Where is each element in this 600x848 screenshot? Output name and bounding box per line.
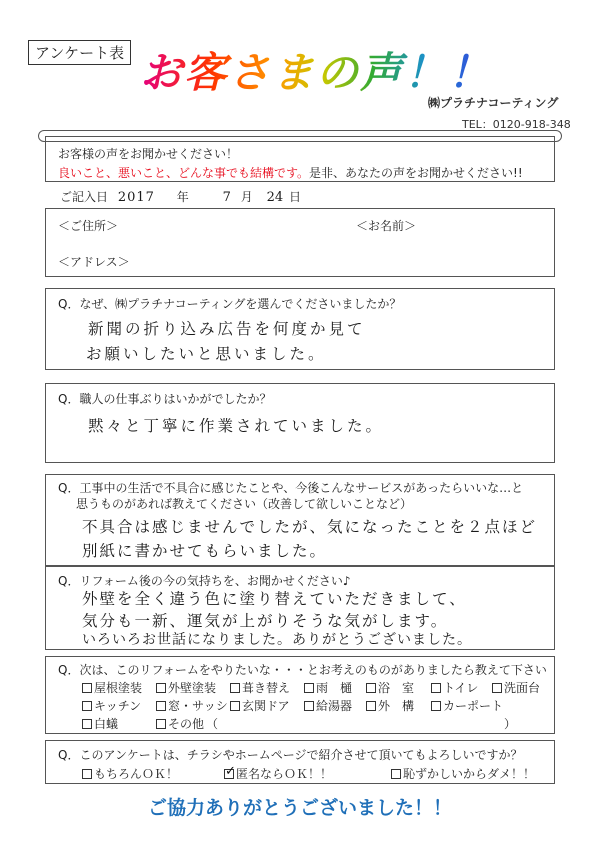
phone-number: TEL：0120-918-348 bbox=[462, 118, 571, 131]
other-paren-open: （ bbox=[206, 717, 219, 731]
checkbox[interactable] bbox=[431, 683, 441, 693]
date-label: ご記入日 bbox=[60, 190, 109, 204]
option-kitchen[interactable]: キッチン bbox=[82, 697, 141, 714]
answer-3-line2: 別紙に書かせてもらいました。 bbox=[82, 542, 328, 560]
option-window-sash[interactable]: 窓・サッシ bbox=[156, 697, 228, 714]
checkbox[interactable] bbox=[82, 769, 92, 779]
checkbox[interactable] bbox=[492, 683, 502, 693]
option-water-heater[interactable]: 給湯器 bbox=[304, 697, 352, 714]
address2-label: ＜アドレス＞ bbox=[58, 255, 130, 269]
answer-1-line2: お願いしたいと思いました。 bbox=[86, 345, 327, 363]
intro-line1: お客様の声をお聞かせください！ bbox=[58, 147, 239, 161]
option-gutter[interactable]: 雨 樋 bbox=[304, 679, 352, 696]
closing-message: ご協力ありがとうございました！！ bbox=[147, 797, 452, 819]
checkbox[interactable] bbox=[431, 701, 441, 711]
customer-box bbox=[45, 208, 555, 277]
question-4-box bbox=[45, 566, 555, 650]
company-name: ㈱プラチナコーティング bbox=[428, 96, 559, 110]
option-washbasin[interactable]: 洗面台 bbox=[492, 679, 540, 696]
question-3-text2: 思うものがあれば教えてください（改善して欲しいことなど） bbox=[76, 497, 413, 511]
intro-line2 bbox=[58, 164, 523, 181]
date-day: 24 bbox=[266, 190, 284, 205]
address-label: ＜ご住所＞ bbox=[58, 219, 119, 233]
check-mark-icon: ✓ bbox=[225, 764, 236, 779]
consent-option-anonymous[interactable]: ✓ 匿名ならＯＫ！！ bbox=[225, 764, 333, 781]
question-6-text: Q．このアンケートは、チラシやホームページで紹介させて頂いてもよろしいですか？ bbox=[58, 748, 523, 762]
checkbox[interactable] bbox=[391, 769, 401, 779]
question-4-text: Q．リフォーム後の今の気持ちを、お聞かせください♪ bbox=[58, 574, 351, 588]
option-reroof[interactable]: 葺き替え bbox=[230, 679, 290, 696]
checkbox-checked[interactable] bbox=[224, 764, 236, 779]
checkbox[interactable] bbox=[366, 701, 376, 711]
date-month: 7 bbox=[222, 190, 231, 205]
form-tag: アンケート表 bbox=[28, 40, 131, 65]
question-1-box bbox=[45, 288, 555, 370]
checkbox[interactable] bbox=[82, 701, 92, 711]
checkbox[interactable] bbox=[230, 701, 240, 711]
question-6-box bbox=[45, 740, 555, 784]
checkbox[interactable] bbox=[156, 683, 166, 693]
question-3-box bbox=[45, 474, 555, 566]
option-entrance-door[interactable]: 玄関ドア bbox=[230, 697, 290, 714]
date-day-unit: 日 bbox=[288, 190, 301, 204]
date-year-unit: 年 bbox=[176, 190, 189, 204]
question-1-text: Q．なぜ、㈱プラチナコーティングを選んでくださいましたか？ bbox=[58, 297, 402, 311]
checkbox[interactable] bbox=[156, 701, 166, 711]
option-termite[interactable]: 白蟻 bbox=[82, 715, 118, 732]
question-5-box bbox=[45, 656, 555, 734]
answer-4-line2: 気分も一新、運気が上がりそうな気がします。 bbox=[82, 612, 449, 630]
intro-box bbox=[45, 136, 555, 182]
question-5-text: Q．次は、このリフォームをやりたいな・・・とお考えのものがありましたら教えて下さい bbox=[58, 663, 547, 677]
other-paren-close: ） bbox=[504, 717, 517, 731]
answer-4-line3: いろいろお世話になりました。ありがとうございました。 bbox=[82, 632, 472, 648]
entry-date bbox=[60, 188, 301, 205]
option-toilet[interactable]: トイレ bbox=[431, 679, 478, 696]
checkbox[interactable] bbox=[366, 683, 376, 693]
question-3-text1: Q．工事中の生活で不具合に感じたことや、今後こんなサービスがあったらいいな…と bbox=[58, 481, 524, 495]
option-roof-paint[interactable]: 屋根塗装 bbox=[82, 679, 142, 696]
intro-line2-rest: 是非、あなたの声をお聞かせください!! bbox=[309, 166, 523, 180]
option-exterior[interactable]: 外 構 bbox=[366, 697, 414, 714]
date-month-unit: 月 bbox=[240, 190, 253, 204]
answer-1-line1: 新聞の折り込み広告を何度か見て bbox=[88, 320, 366, 338]
consent-option-no[interactable]: 恥ずかしいからダメ！！ bbox=[391, 765, 535, 782]
checkbox[interactable] bbox=[304, 701, 314, 711]
checkbox[interactable] bbox=[156, 719, 166, 729]
intro-line2-red: 良いこと、悪いこと、どんな事でも結構です。 bbox=[58, 166, 310, 180]
question-2-text: Q．職人の仕事ぶりはいかがでしたか？ bbox=[58, 392, 272, 406]
option-bathroom[interactable]: 浴 室 bbox=[366, 679, 414, 696]
date-year: 2017 bbox=[117, 190, 155, 205]
checkbox[interactable] bbox=[82, 683, 92, 693]
option-carport[interactable]: カーポート bbox=[431, 697, 503, 714]
answer-3-line1: 不具合は感じませんでしたが、気になったことを２点ほど bbox=[82, 518, 538, 536]
checkbox[interactable] bbox=[304, 683, 314, 693]
page-title: お客さまの声！！ bbox=[140, 40, 492, 100]
checkbox[interactable] bbox=[82, 719, 92, 729]
option-wall-paint[interactable]: 外壁塗装 bbox=[156, 679, 216, 696]
option-other[interactable]: その他 bbox=[156, 715, 204, 732]
consent-option-ok[interactable]: もちろんＯＫ！ bbox=[82, 765, 178, 782]
answer-4-line1: 外壁を全く違う色に塗り替えていただきまして、 bbox=[82, 590, 467, 608]
checkbox[interactable] bbox=[230, 683, 240, 693]
question-2-box bbox=[45, 383, 555, 463]
name-label: ＜お名前＞ bbox=[356, 219, 417, 233]
answer-2-line1: 黙々と丁寧に作業されていました。 bbox=[88, 417, 385, 435]
